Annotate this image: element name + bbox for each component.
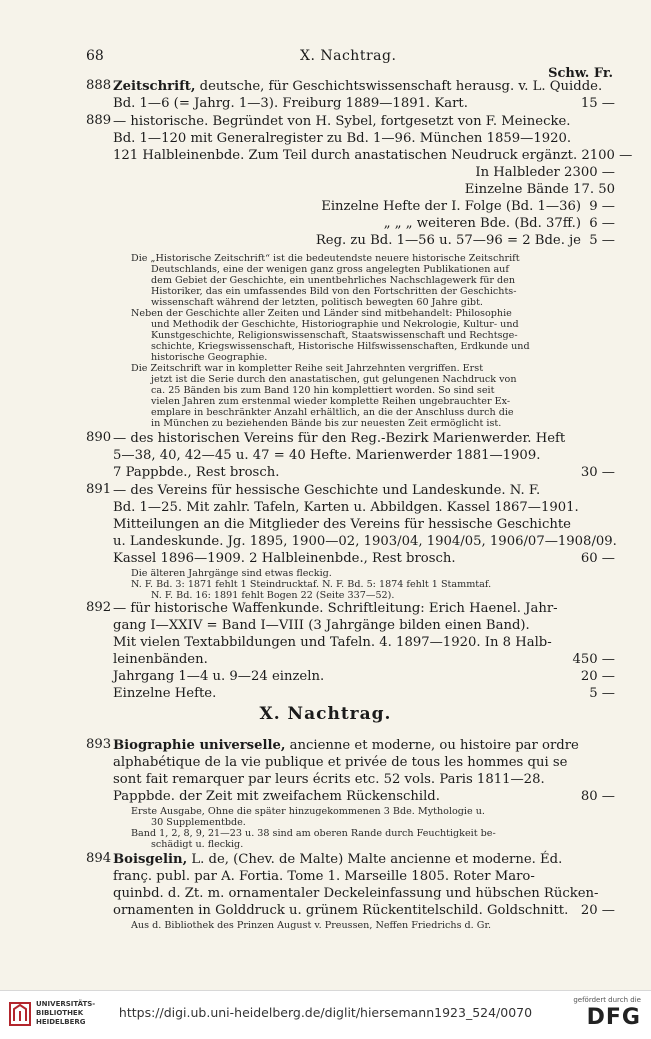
entry-891-notes bbox=[131, 568, 571, 601]
entry-number: 894 bbox=[86, 851, 112, 866]
entry-number: 890 bbox=[86, 430, 112, 445]
note-line: emplare in beschränkter Anzahl erhältlich, an die der Anschluss durch die bbox=[151, 407, 514, 418]
note-line: 30 Supplementbde. bbox=[151, 817, 246, 828]
entry-number: 892 bbox=[86, 600, 112, 615]
entry-number: 889 bbox=[86, 113, 112, 128]
running-title: X. Nachtrag. bbox=[300, 48, 397, 64]
entry-line: u. Landeskunde. Jg. 1895, 1900—02, 1903/04, 1904/05, 1906/07—1908/09. bbox=[113, 534, 617, 549]
entry-line: Mitteilungen an die Mitglieder des Vereins für hessische Geschichte bbox=[113, 517, 571, 532]
entry-line: — historische. Begründet von H. Sybel, fortgesetzt von F. Meinecke. bbox=[113, 114, 571, 129]
entry-line: franç. publ. par A. Fortia. Tome 1. Marseille 1805. Roter Maro- bbox=[113, 869, 535, 884]
note-line: Erste Ausgabe, Ohne die später hinzugekommenen 3 Bde. Mythologie u. bbox=[131, 806, 485, 817]
entry-line: Einzelne Hefte der I. Folge (Bd. 1—36) 9 — bbox=[321, 199, 615, 214]
note-line: historische Geographie. bbox=[151, 352, 268, 363]
note-line: dem Gebiet der Geschichte, ein unentbehrliches Nachschlagewerk für den bbox=[151, 275, 516, 286]
entry-line: 5—38, 40, 42—45 u. 47 = 40 Hefte. Marienwerder 1881—1909. bbox=[113, 448, 541, 463]
entry-line: Biographie universelle, ancienne et moderne, ou histoire par ordre bbox=[113, 738, 579, 753]
note-line: Die „Historische Zeitschrift“ ist die bedeutendste neuere historische Zeitschrift bbox=[131, 253, 520, 264]
note-line: Die älteren Jahrgänge sind etwas fleckig. bbox=[131, 568, 332, 579]
entry-number: 888 bbox=[86, 78, 112, 93]
entry-894 bbox=[113, 851, 615, 919]
entry-line: quinbd. d. Zt. m. ornamentaler Deckeleinfassung und hübschen Rücken- bbox=[113, 886, 599, 901]
entry-line: Boisgelin, L. de, (Chev. de Malte) Malte ancienne et moderne. Éd. bbox=[113, 852, 563, 867]
price: 80 — bbox=[580, 789, 615, 804]
entry-number: 893 bbox=[86, 737, 112, 752]
note-line: Aus d. Bibliothek des Prinzen August v. Preussen, Neffen Friedrichs d. Gr. bbox=[131, 920, 492, 931]
price: 5 — bbox=[589, 233, 615, 248]
note-line: und Methodik der Geschichte, Historiographie und Nekrologie, Kultur- und bbox=[151, 319, 519, 330]
note-line: in München zu beziehenden Bände bis zur neuesten Zeit ermöglicht ist. bbox=[151, 418, 502, 429]
entry-888 bbox=[113, 78, 615, 112]
entry-line: Pappbde. der Zeit mit zweifachem Rückenschild. 80 — bbox=[113, 789, 615, 804]
price: 20 — bbox=[580, 669, 615, 684]
viewer-footer bbox=[0, 990, 651, 1039]
price: 5 — bbox=[589, 686, 615, 701]
entry-892 bbox=[113, 600, 615, 702]
entry-line: gang I—XXIV = Band I—VIII (3 Jahrgänge bilden einen Band). bbox=[113, 618, 530, 633]
note-line: ca. 25 Bänden bis zum Band 120 hin komplettiert worden. So sind seit bbox=[151, 385, 495, 396]
entry-line: Einzelne Hefte. 5 — bbox=[113, 686, 615, 701]
entry-893 bbox=[113, 737, 615, 805]
price: 15 — bbox=[580, 96, 615, 111]
note-line: N. F. Bd. 16: 1891 fehlt Bogen 22 (Seite 337—52). bbox=[151, 590, 395, 601]
entry-line: Bd. 1—6 (= Jahrg. 1—3). Freiburg 1889—1891. Kart. 15 — bbox=[113, 96, 615, 111]
entry-line: leinenbänden. 450 — bbox=[113, 652, 615, 667]
entry-number: 891 bbox=[86, 482, 112, 497]
entry-line: Kassel 1896—1909. 2 Halbleinenbde., Rest brosch. 60 — bbox=[113, 551, 615, 566]
library-name-line: BIBLIOTHEK bbox=[36, 1009, 84, 1017]
entry-line: 7 Pappbde., Rest brosch. 30 — bbox=[113, 465, 615, 480]
note-line: N. F. Bd. 3: 1871 fehlt 1 Steindrucktaf. N. F. Bd. 5: 1874 fehlt 1 Stammtaf. bbox=[131, 579, 492, 590]
currency-note: Schw. Fr. bbox=[548, 66, 613, 81]
note-line: Kunstgeschichte, Religionswissenschaft, Staatswissenschaft und Rechtsge- bbox=[151, 330, 518, 341]
entry-line: Reg. zu Bd. 1—56 u. 57—96 = 2 Bde. je 5 — bbox=[315, 233, 615, 248]
entry-line: Bd. 1—120 mit Generalregister zu Bd. 1—96. München 1859—1920. bbox=[113, 131, 572, 146]
entry-line: Einzelne Bände 17. 50 bbox=[464, 182, 615, 197]
page-number: 68 bbox=[86, 48, 104, 64]
entry-line: „ „ „ weiteren Bde. (Bd. 37ff.) 6 — bbox=[383, 216, 615, 231]
price: 20 — bbox=[580, 903, 615, 918]
library-name-line: UNIVERSITÄTS- bbox=[36, 1000, 96, 1008]
note-line: Neben der Geschichte aller Zeiten und Länder sind mitbehandelt: Philosophie bbox=[131, 308, 512, 319]
price: 30 — bbox=[580, 465, 615, 480]
entry-891 bbox=[113, 482, 615, 567]
funder-label: gefördert durch die bbox=[573, 996, 641, 1004]
entry-889 bbox=[113, 113, 633, 249]
entry-line: alphabétique de la vie publique et privée de tous les hommes qui se bbox=[113, 755, 568, 770]
note-line: jetzt ist die Serie durch den anastatischen, gut gelungenen Nachdruck von bbox=[151, 374, 517, 385]
entry-889-notes bbox=[131, 253, 571, 429]
note-line: wissenschaft während der letzten, politisch bewegten 60 Jahre gibt. bbox=[151, 297, 483, 308]
price: 60 — bbox=[580, 551, 615, 566]
entry-line: 121 Halbleinenbde. Zum Teil durch anastatischen Neudruck ergänzt. 2100 — bbox=[113, 148, 633, 163]
entry-line: — für historische Waffenkunde. Schriftleitung: Erich Haenel. Jahr- bbox=[113, 601, 558, 616]
price: 9 — bbox=[589, 199, 615, 214]
entry-line: Mit vielen Textabbildungen und Tafeln. 4. 1897—1920. In 8 Halb- bbox=[113, 635, 552, 650]
entry-line: Bd. 1—25. Mit zahlr. Tafeln, Karten u. Abbildgen. Kassel 1867—1901. bbox=[113, 500, 579, 515]
note-line: Historiker, das ein umfassendes Bild von den Fortschritten der Geschichts- bbox=[151, 286, 517, 297]
note-line: Band 1, 2, 8, 9, 21—23 u. 38 sind am oberen Rande durch Feuchtigkeit be- bbox=[131, 828, 496, 839]
entry-line: In Halbleder 2300 — bbox=[475, 165, 615, 180]
library-name-line: HEIDELBERG bbox=[36, 1018, 86, 1026]
entry-line: ornamenten in Golddruck u. grünem Rückentitelschild. Goldschnitt. 20 — bbox=[113, 903, 615, 918]
note-line: schichte, Kriegswissenschaft, Historische Hilfswissenschaften, Erdkunde und bbox=[151, 341, 530, 352]
entry-890 bbox=[113, 430, 615, 481]
entry-line: — des Vereins für hessische Geschichte und Landeskunde. N. F. bbox=[113, 483, 541, 498]
page-url-link[interactable]: https://digi.ub.uni-heidelberg.de/diglit/hiersemann1923_524/0070 bbox=[118, 1005, 533, 1020]
entry-line: Zeitschrift, deutsche, für Geschichtswissenschaft herausg. v. L. Quidde. bbox=[113, 79, 603, 94]
entry-line: Jahrgang 1—4 u. 9—24 einzeln. 20 — bbox=[113, 669, 615, 684]
note-line: vielen Jahren zum erstenmal wieder komplette Reihen ungebrauchter Ex- bbox=[151, 396, 511, 407]
entry-line: — des historischen Vereins für den Reg.-Bezirk Marienwerder. Heft bbox=[113, 431, 566, 446]
note-line: schädigt u. fleckig. bbox=[151, 839, 244, 850]
entry-line: sont fait remarquer par leurs écrits etc. 52 vols. Paris 1811—28. bbox=[113, 772, 545, 787]
note-line: Die Zeitschrift war in kompletter Reihe seit Jahrzehnten vergriffen. Erst bbox=[131, 363, 484, 374]
price: 450 — bbox=[572, 652, 615, 667]
price: 6 — bbox=[589, 216, 615, 231]
entry-893-notes bbox=[131, 806, 571, 850]
section-title: X. Nachtrag. bbox=[259, 704, 392, 724]
note-line: Deutschlands, eine der wenigen ganz gross angelegten Publikationen auf bbox=[151, 264, 509, 275]
dfg-logo-icon: DFG bbox=[586, 1005, 641, 1030]
entry-894-notes bbox=[131, 920, 571, 931]
